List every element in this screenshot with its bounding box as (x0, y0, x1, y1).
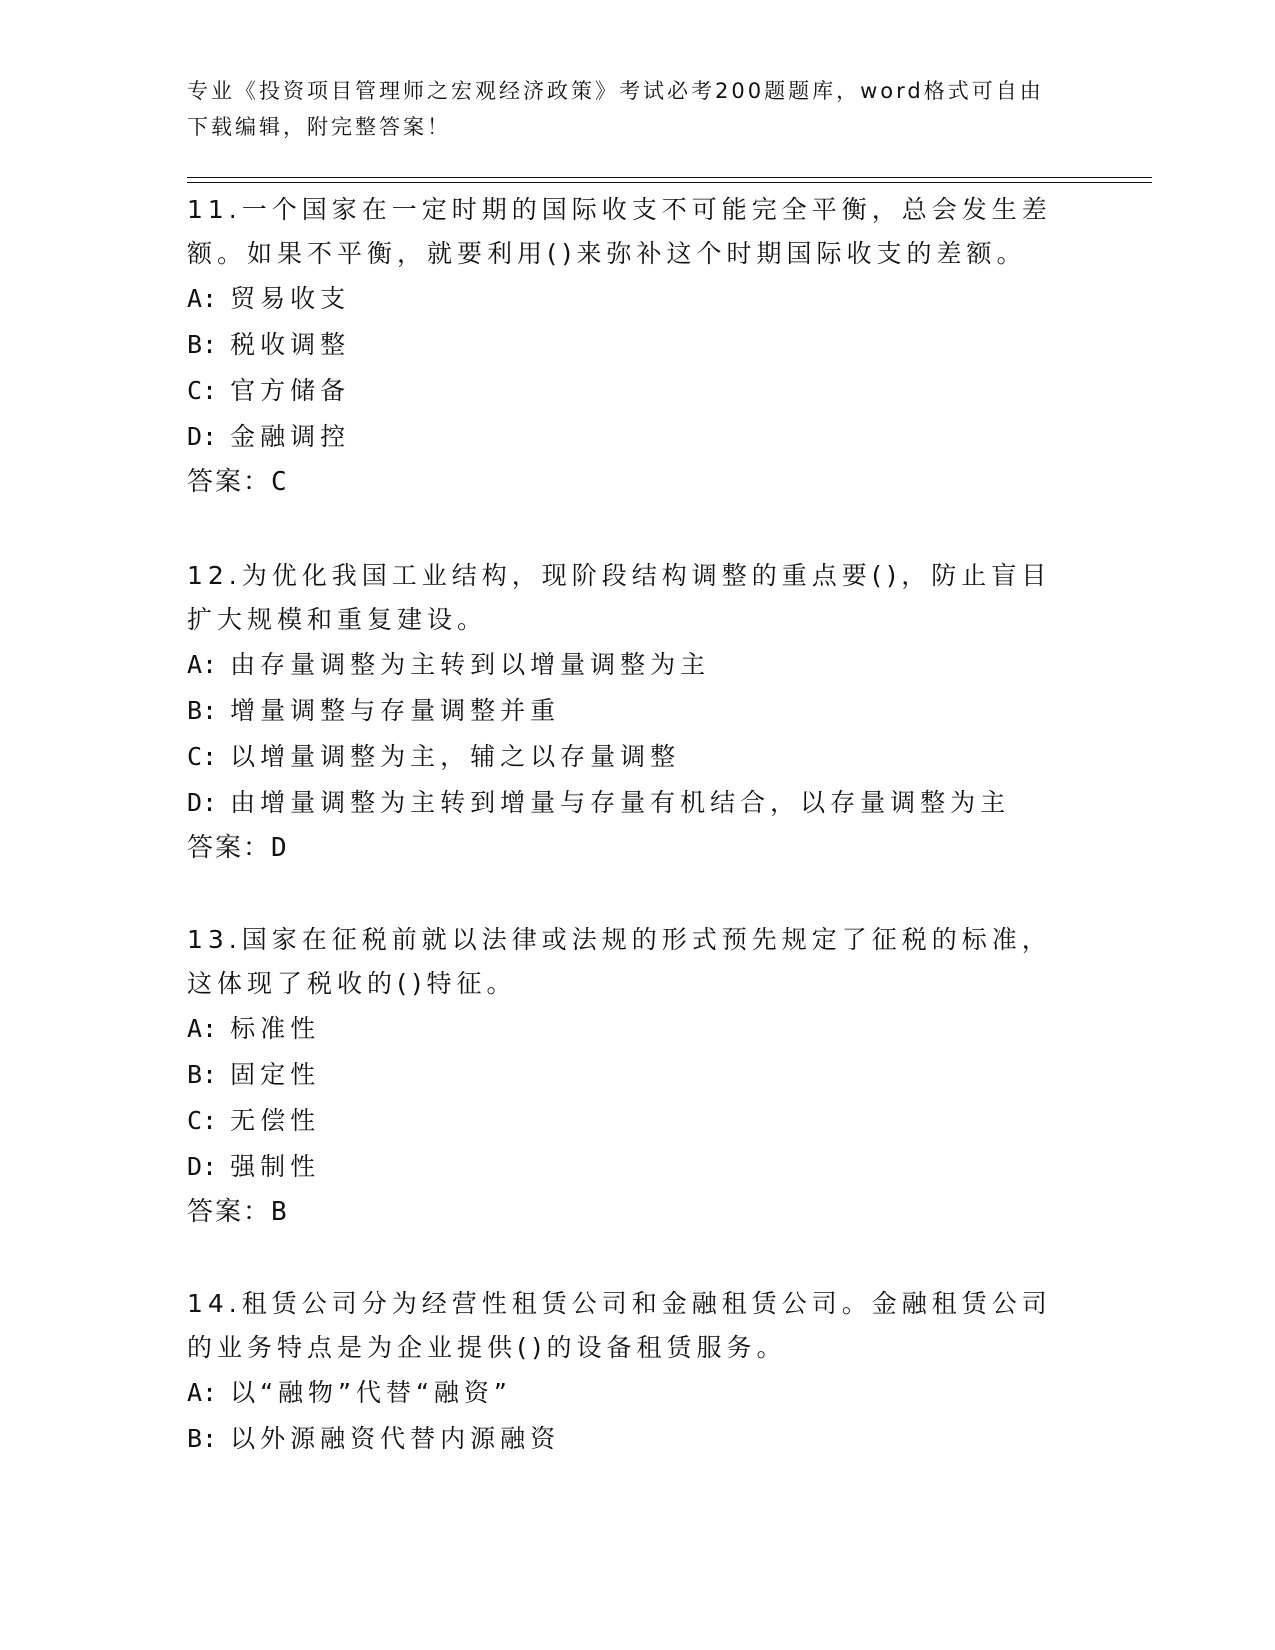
option-text: 由存量调整为主转到以增量调整为主 (230, 650, 711, 679)
option-a (187, 1006, 1087, 1052)
answer-value: B (271, 1197, 289, 1227)
answer-value: C (271, 467, 289, 497)
header-rule-top (187, 177, 1152, 178)
option-text: 以外源融资代替内源融资 (230, 1424, 561, 1453)
option-letter: A: (187, 1378, 218, 1407)
option-c (187, 1098, 1087, 1144)
question-13 (187, 918, 1087, 1234)
answer-value: D (271, 833, 289, 863)
answer (187, 826, 1087, 870)
option-letter: C: (187, 376, 218, 405)
option-text: 以增量调整为主，辅之以存量调整 (230, 742, 681, 771)
question-14 (187, 1282, 1087, 1462)
question-stem: 13.国家在征税前就以法律或法规的形式预先规定了征税的标准，这体现了税收的()特征。 (187, 925, 1052, 998)
answer (187, 1190, 1087, 1234)
option-c (187, 734, 1087, 780)
option-letter: B: (187, 1424, 218, 1453)
option-letter: A: (187, 284, 218, 313)
option-text: 由增量调整为主转到增量与存量有机结合，以存量调整为主 (230, 788, 1011, 817)
option-a (187, 1370, 1087, 1416)
option-letter: C: (187, 1106, 218, 1135)
option-a (187, 276, 1087, 322)
option-d (187, 414, 1087, 460)
header-rule-bottom (187, 182, 1152, 183)
option-letter: C: (187, 742, 218, 771)
answer-label: 答案： (187, 833, 272, 863)
question-stem: 11.一个国家在一定时期的国际收支不可能完全平衡，总会发生差额。如果不平衡，就要利用()来弥补这个时期国际收支的差额。 (187, 195, 1052, 268)
option-b (187, 1416, 1087, 1462)
question-12 (187, 554, 1087, 870)
option-text: 贸易收支 (230, 284, 351, 313)
option-text: 固定性 (230, 1060, 321, 1089)
option-letter: A: (187, 650, 218, 679)
option-letter: A: (187, 1014, 218, 1043)
option-c (187, 368, 1087, 414)
option-text: 强制性 (230, 1152, 321, 1181)
answer-label: 答案： (187, 467, 272, 497)
option-text: 增量调整与存量调整并重 (230, 696, 561, 725)
option-a (187, 642, 1087, 688)
question-stem: 12.为优化我国工业结构，现阶段结构调整的重点要()，防止盲目扩大规模和重复建设。 (187, 561, 1052, 634)
option-text: 税收调整 (230, 330, 351, 359)
option-letter: B: (187, 696, 218, 725)
option-letter: D: (187, 788, 218, 817)
option-d (187, 780, 1087, 826)
option-letter: B: (187, 1060, 218, 1089)
option-b (187, 322, 1087, 368)
document-header: 专业《投资项目管理师之宏观经济政策》考试必考200题题库，word格式可自由下载编辑，附完整答案！ (187, 79, 1044, 139)
option-d (187, 1144, 1087, 1190)
answer (187, 460, 1087, 504)
option-letter: D: (187, 422, 218, 451)
option-text: 金融调控 (230, 422, 351, 451)
answer-label: 答案： (187, 1197, 272, 1227)
option-b (187, 1052, 1087, 1098)
question-11 (187, 188, 1087, 504)
option-letter: B: (187, 330, 218, 359)
option-text: 官方储备 (230, 376, 351, 405)
option-text: 以“融物”代替“融资” (230, 1378, 512, 1407)
option-b (187, 688, 1087, 734)
option-text: 标准性 (230, 1014, 321, 1043)
option-text: 无偿性 (230, 1106, 321, 1135)
option-letter: D: (187, 1152, 218, 1181)
question-stem: 14.租赁公司分为经营性租赁公司和金融租赁公司。金融租赁公司的业务特点是为企业提供()的设备租赁服务。 (187, 1289, 1052, 1362)
